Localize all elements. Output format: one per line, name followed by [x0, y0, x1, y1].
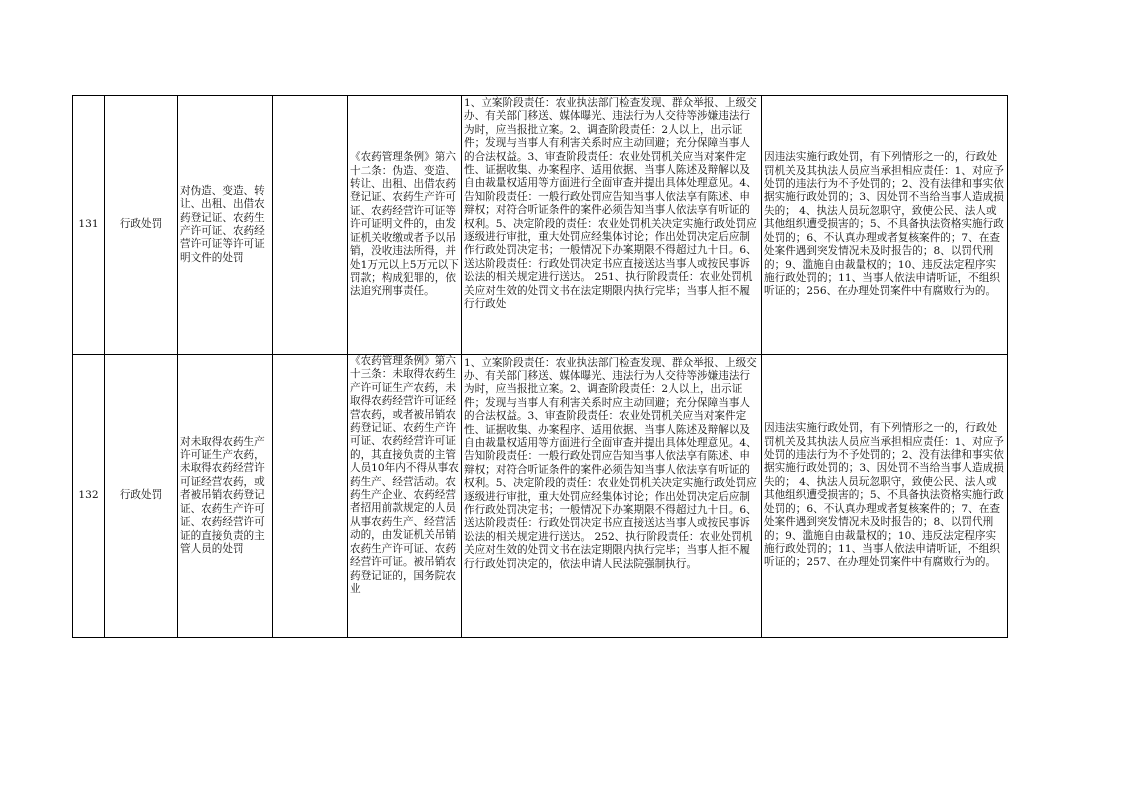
sub-item-cell — [273, 96, 348, 355]
table-row — [73, 355, 1008, 638]
responsibility-text: 1、立案阶段责任：农业执法部门检查发现、群众举报、上级交办、有关部门移送、媒体曝光、违法行为人交待等涉嫌违法行为时，应当报批立案。2、调查阶段责任：2人以上，出示证件；发现与当事人有利害关系时应主动回避；充分保障当事人的合法权益。3、审查阶段责任：农业处罚机关应当对案件定性、证据收集、办案程序、适用依据、当事人陈述及辩解以及自由裁量权适用等方面进行全面审查并提出具体处理意见。4、告知阶段责任：一般行政处罚应告知当事人依法享有陈述、申辩权；对符合听证条件的案件必须告知当事人依法享有听证的权利。5、决定阶段的责任：农业处罚机关决定实施行政处罚应逐级进行审批，重大处罚应经集体讨论；作出处罚决定后应制作行政处罚决定书；一般情况下办案期限不得超过九十日。6、送达阶段责任：行政处罚决定书应直接送达当事人或按民事诉讼法的相关规定进行送达。 252、执行阶段责任：农业处罚机关应对生效的处罚文书在法定期限内执行完毕；当事人拒不履行行政处罚决定的，依法申请人民法院强制执行。 — [464, 356, 757, 570]
responsibility-cell — [462, 355, 762, 638]
power-type: 行政处罚 — [105, 355, 178, 638]
accountability-text: 因违法实施行政处罚，有下列情形之一的，行政处罚机关及其执法人员应当承担相应责任：1、对应予处罚的违法行为不予处罚的；2、没有法律和事实依据实施行政处罚的；3、因处罚不当给当事人造成损失的； 4、执法人员玩忽职守，致使公民、法人或其他组织遭受损害的；5、不具备执法资格实施行政处罚的；6、不认真办理或者复核案件的；7、在查处案件遇到突发情况未及时报告的；8、以罚代刑的；9、滥施自由裁量权的；10、违反法定程序实施行政处罚的；11、当事人依法申请听证，不组织听证的；256、在办理处罚案件中有腐败行为的。 — [762, 96, 1008, 355]
responsibility-text: 1、立案阶段责任：农业执法部门检查发现、群众举报、上级交办、有关部门移送、媒体曝光、违法行为人交待等涉嫌违法行为时，应当报批立案。2、调查阶段责任：2人以上，出示证件；发现与当事人有利害关系时应主动回避；充分保障当事人的合法权益。3、审查阶段责任：农业处罚机关应当对案件定性、证据收集、办案程序、适用依据、当事人陈述及辩解以及自由裁量权适用等方面进行全面审查并提出具体处理意见。4、告知阶段责任：一般行政处罚应告知当事人依法享有陈述、申辩权；对符合听证条件的案件必须告知当事人依法享有听证的权利。5、决定阶段的责任：农业处罚机关决定实施行政处罚应逐级进行审批，重大处罚应经集体讨论；作出处罚决定后应制作行政处罚决定书；一般情况下办案期限不得超过九十日。6、送达阶段责任：行政处罚决定书应直接送达当事人或按民事诉讼法的相关规定进行送达。 251、执行阶段责任：农业处罚机关应对生效的处罚文书在法定期限内执行完毕；当事人拒不履行行政处 — [464, 97, 757, 311]
sub-item-cell — [273, 355, 348, 638]
legal-basis: 《农药管理条例》第六十二条：伪造、变造、转让、出租、出借农药登记证、农药生产许可证、农药经营许可证等许可证明文件的，由发证机关收缴或者予以吊销，没收违法所得，并处1万元以上5万元以下罚款；构成犯罪的，依法追究刑事责任。 — [348, 96, 462, 355]
row-number: 131 — [73, 96, 105, 355]
power-list-table — [72, 95, 1008, 638]
legal-basis-cell — [348, 355, 462, 638]
legal-basis: 《农药管理条例》第六十三条：未取得农药生产许可证生产农药，未取得农药经营许可证经营农药，或者被吊销农药登记证、农药生产许可证、农药经营许可证的，其直接负责的主管人员10年内不得从事农药生产、经营活动。农药生产企业、农药经营者招用前款规定的人员从事农药生产、经营活动的，由发证机关吊销农药生产许可证、农药经营许可证。被吊销农药登记证的，国务院农业 — [350, 355, 459, 595]
row-number: 132 — [73, 355, 105, 638]
power-item-name: 对未取得农药生产许可证生产农药，未取得农药经营许可证经营农药，或者被吊销农药登记证、农药生产许可证、农药经营许可证的直接负责的主管人员的处罚 — [178, 355, 273, 638]
table-row — [73, 96, 1008, 355]
accountability-text: 因违法实施行政处罚，有下列情形之一的，行政处罚机关及其执法人员应当承担相应责任：1、对应予处罚的违法行为不予处罚的；2、没有法律和事实依据实施行政处罚的；3、因处罚不当给当事人造成损失的； 4、执法人员玩忽职守，致使公民、法人或其他组织遭受损害的；5、不具备执法资格实施行政处罚的；6、不认真办理或者复核案件的；7、在查处案件遇到突发情况未及时报告的；8、以罚代刑的；9、滥施自由裁量权的；10、违反法定程序实施行政处罚的；11、当事人依法申请听证，不组织听证的；257、在办理处罚案件中有腐败行为的。 — [762, 355, 1008, 638]
power-type: 行政处罚 — [105, 96, 178, 355]
power-item-name: 对伪造、变造、转让、出租、出借农药登记证、农药生产许可证、农药经营许可证等许可证明文件的处罚 — [178, 96, 273, 355]
responsibility-cell — [462, 96, 762, 355]
